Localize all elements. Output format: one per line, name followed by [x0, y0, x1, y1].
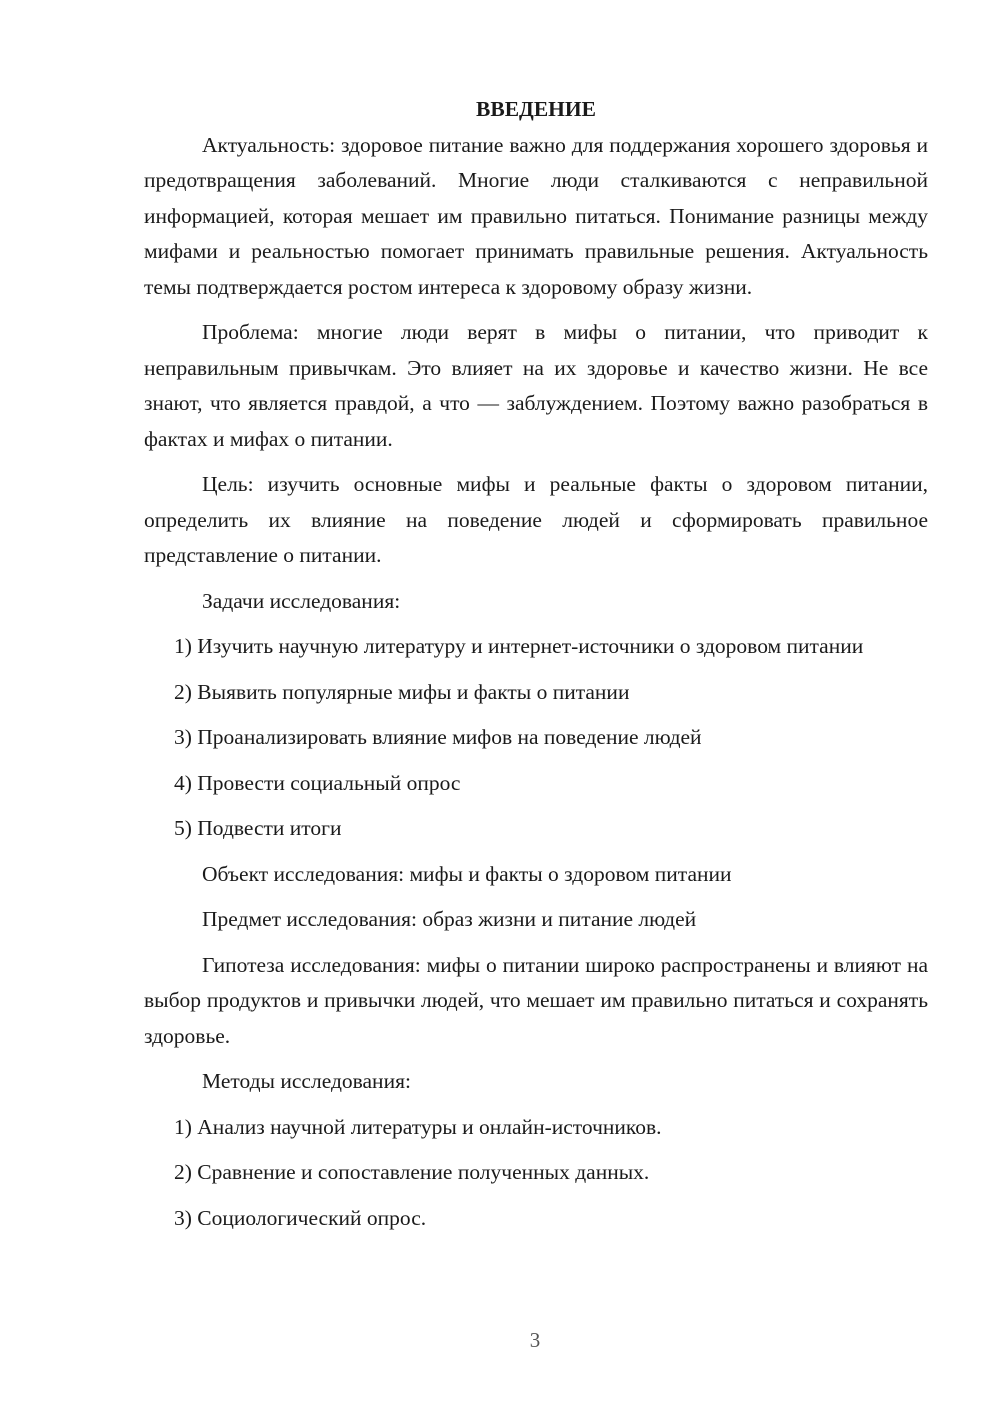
- section-heading: ВВЕДЕНИЕ: [476, 97, 596, 121]
- method-item-3: 3) Социологический опрос.: [174, 1205, 427, 1230]
- task-item-5: 5) Подвести итоги: [174, 816, 342, 840]
- method-item-1: 1) Анализ научной литературы и онлайн-источников.: [174, 1114, 662, 1139]
- document-page: [144, 92, 928, 1236]
- object-paragraph: Объект исследования: мифы и факты о здоровом питании: [202, 861, 732, 886]
- relevance-paragraph: Актуальность: здоровое питание важно для поддержания хорошего здоровья и предотвращения заболеваний. Многие люди сталкиваются с неправильной информацией, которая мешает им правильно питаться. Понимание разницы между мифами и реальностью помогает принимать правильные решения. Актуальность темы подтверждается ростом интереса к здоровому образу жизни.: [144, 132, 928, 299]
- task-item-3: 3) Проанализировать влияние мифов на поведение людей: [174, 725, 702, 749]
- task-item-2: 2) Выявить популярные мифы и факты о питании: [174, 679, 630, 704]
- task-item-1: 1) Изучить научную литературу и интернет-источники о здоровом питании: [174, 634, 864, 658]
- tasks-heading: Задачи исследования:: [202, 588, 401, 613]
- method-item-2: 2) Сравнение и сопоставление полученных данных.: [174, 1160, 650, 1184]
- page-number: 3: [529, 1328, 541, 1352]
- task-item-4: 4) Провести социальный опрос: [174, 770, 461, 795]
- methods-heading: Методы исследования:: [202, 1069, 411, 1093]
- problem-paragraph: Проблема: многие люди верят в мифы о питании, что приводит к неправильным привычкам. Это влияет на их здоровье и качество жизни. Не все знают, что является правдой, а что — заблуждением. Поэтому важно разобраться в фактах и мифах о питании.: [144, 320, 928, 451]
- hypothesis-paragraph: Гипотеза исследования: мифы о питании широко распространены и влияют на выбор продуктов и привычки людей, что мешает им правильно питаться и сохранять здоровье.: [144, 952, 928, 1048]
- subject-paragraph: Предмет исследования: образ жизни и питание людей: [202, 907, 697, 931]
- goal-paragraph: Цель: изучить основные мифы и реальные факты о здоровом питании, определить их влияние на поведение людей и сформировать правильное представление о питании.: [144, 472, 928, 567]
